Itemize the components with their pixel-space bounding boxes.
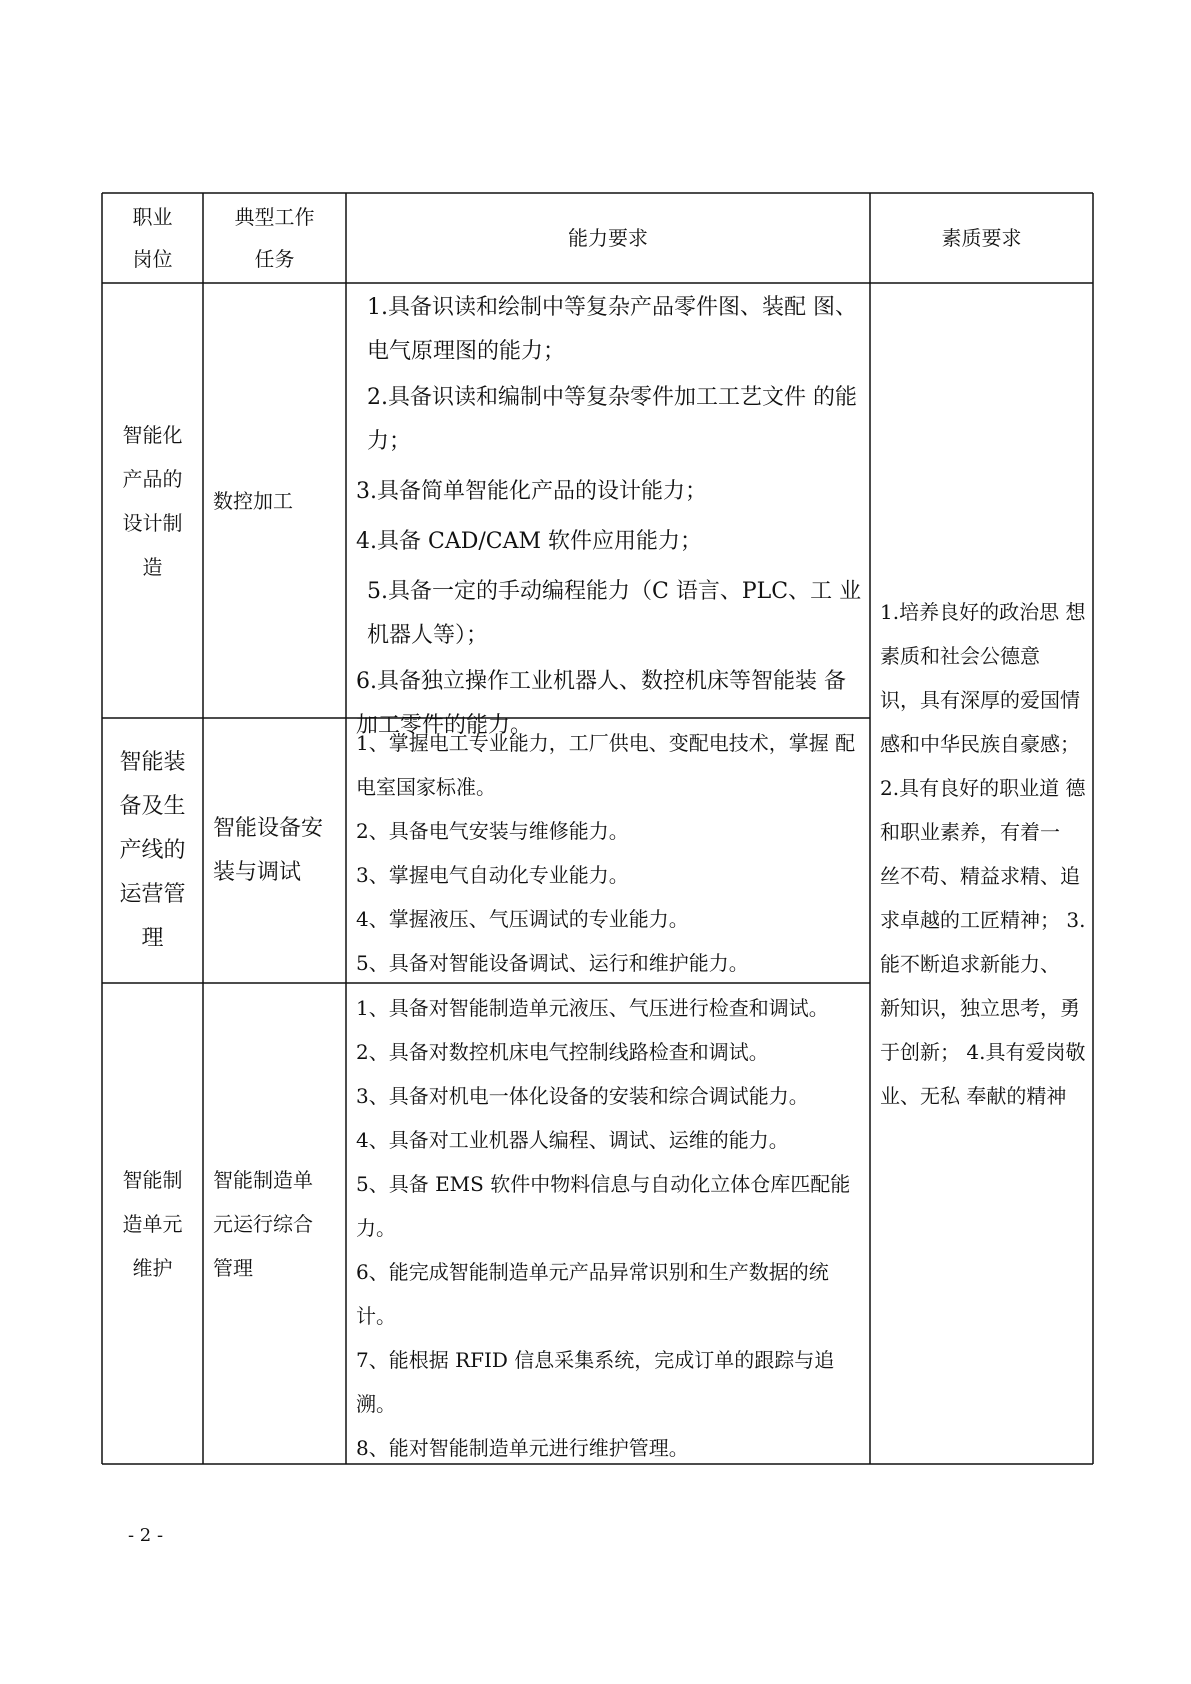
- ability-line: 7、能根据 RFID 信息采集系统，完成订单的跟踪与追: [356, 1348, 835, 1372]
- ability-line: 6、能完成智能制造单元产品异常识别和生产数据的统: [356, 1260, 829, 1284]
- quality-line: 感和中华民族自豪感；: [880, 732, 1080, 756]
- row1-ability-item: [356, 470, 864, 514]
- row3-ability-item: [356, 986, 864, 1030]
- quality-line: 想素质和社会公德意: [880, 600, 1086, 668]
- quality-line: 3.能不断追求新能力、: [880, 908, 1086, 976]
- row1-position-line: 智能化: [122, 422, 183, 447]
- row1-position-line: 产品的: [122, 466, 183, 491]
- row3-ability-item: [356, 1074, 864, 1118]
- row2-ability-item: [356, 897, 864, 941]
- row1-task-line: 数控加工: [213, 488, 293, 513]
- row3-task-line: 元运行综合: [213, 1211, 313, 1236]
- row1-ability-item: [356, 286, 864, 374]
- row1-ability-item: [356, 520, 864, 564]
- ability-line: 1、掌握电工专业能力，工厂供电、变配电技术，掌握: [356, 731, 829, 755]
- row3-ability-item: [356, 1338, 864, 1426]
- ability-line: 图、电气原理图的能力；: [367, 295, 858, 364]
- ability-line: 2、具备对数控机床电气控制线路检查和调试。: [356, 1040, 769, 1064]
- ability-line: 3.具备简单智能化产品的设计能力；: [356, 479, 707, 504]
- row2-task-line: 智能设备安: [213, 815, 324, 841]
- quality-line: 丝不苟、精益求精、追: [880, 864, 1080, 888]
- ability-line: 溯。: [356, 1392, 396, 1416]
- ability-line: 5.具备一定的手动编程能力（C 语言、PLC、工: [367, 579, 833, 604]
- row1-position-line: 造: [142, 554, 163, 579]
- page-number: - 2 -: [128, 1525, 164, 1546]
- row3-ability-item: [356, 1426, 864, 1470]
- row3-ability-item: [356, 1030, 864, 1074]
- quality-line: 识，具有深厚的爱国情: [880, 688, 1080, 712]
- ability-line: 5、具备对智能设备调试、运行和维护能力。: [356, 951, 749, 975]
- row1-position-line: 设计制: [122, 510, 183, 535]
- ability-line: 1、具备对智能制造单元液压、气压进行检查和调试。: [356, 996, 829, 1020]
- row3-ability-item: [356, 1118, 864, 1162]
- header-task-cell: [203, 193, 346, 283]
- quality-line: 新知识，独立思考，勇: [880, 996, 1080, 1020]
- row2-ability-item: [356, 809, 864, 853]
- header-position-cell: [102, 193, 203, 283]
- row3-ability-item: [356, 1250, 864, 1338]
- header-ability: 能力要求: [568, 226, 648, 250]
- ability-line: 6.具备独立操作工业机器人、数控机床等智能装: [356, 669, 817, 694]
- row3-position-line: 智能制: [122, 1167, 183, 1192]
- row3-position-line: 造单元: [122, 1211, 183, 1236]
- row3-position-cell: [102, 983, 203, 1464]
- ability-line: 的能力；: [367, 385, 858, 454]
- quality-line: 求卓越的工匠精神；: [880, 908, 1060, 932]
- row1-ability-item: [356, 570, 864, 658]
- row2-task-line: 装与调试: [213, 859, 302, 885]
- row2-position-line: 智能装: [119, 749, 186, 775]
- ability-line: 1.具备识读和绘制中等复杂产品零件图、装配: [367, 295, 806, 320]
- row1-ability-item: [356, 376, 864, 464]
- row3-position-line: 维护: [132, 1255, 173, 1280]
- ability-line: 业机器人等）；: [367, 579, 862, 648]
- row3-ability-item: [356, 1162, 864, 1250]
- quality-line: 1.培养良好的政治思: [880, 600, 1060, 624]
- row2-position-line: 理: [141, 925, 164, 951]
- ability-line: 备加工零件的能力。: [356, 669, 847, 738]
- quality-line: 奉献的精神: [966, 1084, 1067, 1108]
- quality-cell: [880, 590, 1086, 1118]
- quality-text: [880, 590, 1086, 1118]
- header-quality-cell: [870, 193, 1093, 283]
- row2-ability-item: [356, 941, 864, 985]
- row3-task-line: 智能制造单: [213, 1167, 313, 1192]
- row2-position-cell: [102, 718, 203, 983]
- row1-task-cell: [213, 283, 346, 718]
- row2-position-line: 运营管: [119, 881, 186, 907]
- ability-line: 4、掌握液压、气压调试的专业能力。: [356, 907, 689, 931]
- header-task-line: 典型工作: [234, 205, 315, 229]
- ability-line: 2、具备电气安装与维修能力。: [356, 819, 629, 843]
- ability-line: 配电室国家标准。: [356, 731, 856, 799]
- ability-line: 力。: [356, 1216, 396, 1240]
- row2-task-cell: [213, 718, 346, 983]
- header-position-line: 岗位: [132, 247, 173, 271]
- quality-line: 4.具有爱岗敬业、无私: [880, 1040, 1086, 1108]
- ability-line: 5、具备 EMS 软件中物料信息与自动化立体仓库匹配能: [356, 1172, 851, 1196]
- quality-line: 于创新；: [880, 1040, 960, 1064]
- row3-ability-list: [356, 986, 864, 1470]
- header-quality: 素质要求: [941, 226, 1022, 250]
- row2-position-line: 产线的: [119, 837, 186, 863]
- row3-task-cell: [213, 983, 346, 1464]
- row2-ability-item: [356, 721, 864, 809]
- row2-ability-item: [356, 853, 864, 897]
- quality-line: 2.具有良好的职业道: [880, 776, 1060, 800]
- header-task-line: 任务: [254, 247, 295, 271]
- ability-line: 4、具备对工业机器人编程、调试、运维的能力。: [356, 1128, 789, 1152]
- ability-line: 计。: [356, 1304, 396, 1328]
- row2-position-line: 备及生: [119, 793, 186, 819]
- row1-position-cell: [102, 283, 203, 718]
- ability-line: 3、具备对机电一体化设备的安装和综合调试能力。: [356, 1084, 809, 1108]
- ability-line: 3、掌握电气自动化专业能力。: [356, 863, 629, 887]
- ability-line: 8、能对智能制造单元进行维护管理。: [356, 1436, 689, 1460]
- ability-line: 2.具备识读和编制中等复杂零件加工工艺文件: [367, 385, 806, 410]
- row3-task-line: 管理: [213, 1255, 253, 1280]
- ability-line: 4.具备 CAD/CAM 软件应用能力；: [356, 529, 702, 554]
- header-position-line: 职业: [132, 205, 173, 229]
- header-ability-cell: [346, 193, 870, 283]
- quality-line: 德和职业素养，有着一: [880, 776, 1086, 844]
- row2-ability-list: [356, 721, 864, 985]
- row1-ability-list: [356, 286, 864, 748]
